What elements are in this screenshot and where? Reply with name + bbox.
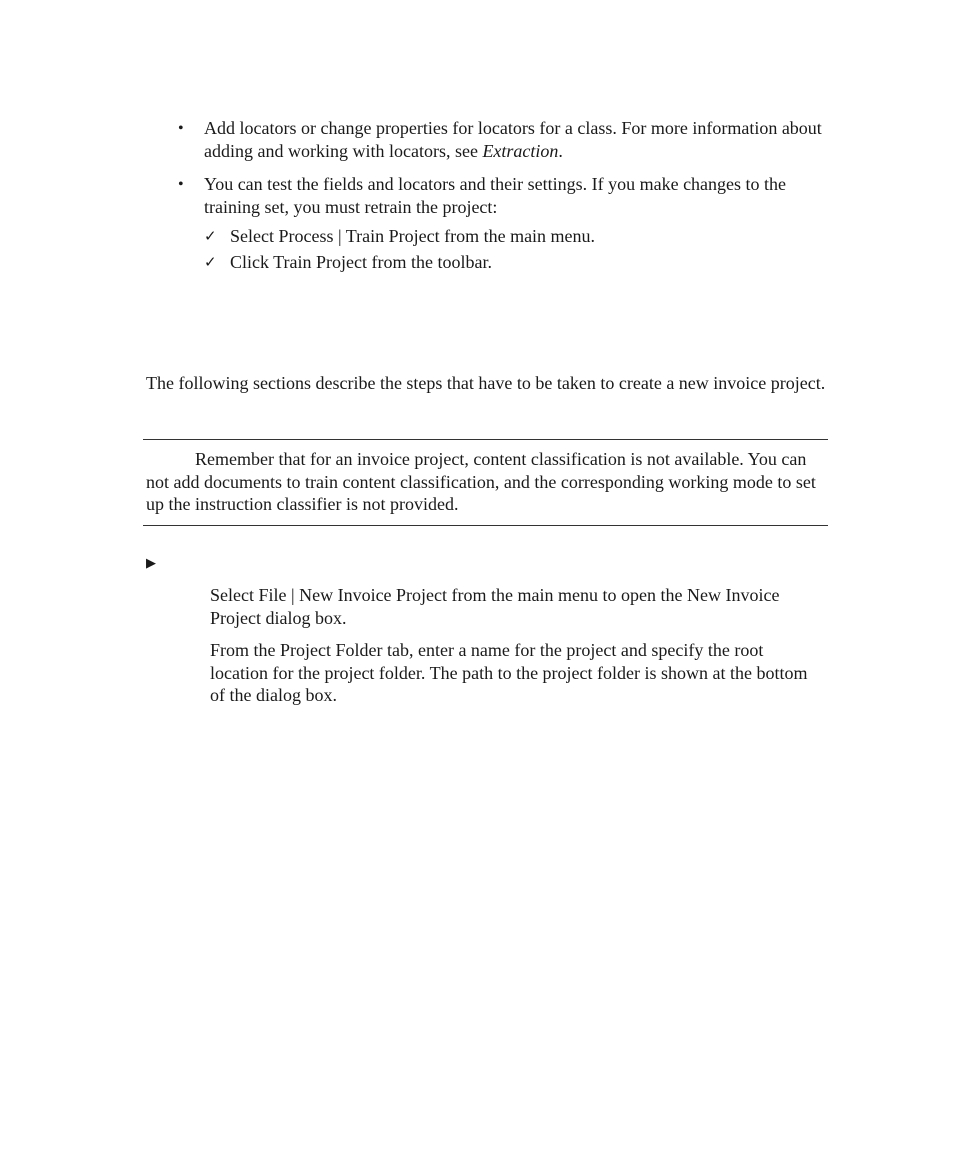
checkmark-icon: ✓ [204,253,217,271]
bullet-marker: • [178,176,184,193]
bullet-item-test-fields: You can test the fields and locators and their settings. If you make changes to the training set, you must retrain the project: [204,174,787,217]
note-text: Remember that for an invoice project, content classification is not available. You can not add documents to train content classification, and the corresponding working mode to set up the instruction classifier is not provided. [146,449,816,514]
bullet-text-end: . [558,140,563,161]
bullet-item-locators [204,117,824,162]
bullet-text: Add locators or change properties for locators for a class. For more information about adding and working with locators, see [204,118,822,161]
procedure-step-1: Select File | New Invoice Project from the main menu to open the New Invoice Project dialog box. [210,585,780,628]
bullet-marker: • [178,120,184,137]
procedure-step-2: From the Project Folder tab, enter a name for the project and specify the root location for the project folder. The path to the project folder is shown at the bottom of the dialog box. [210,640,808,705]
checkmark-icon: ✓ [204,227,217,245]
note-bottom-rule [143,525,828,526]
note-top-rule [143,439,828,440]
extraction-reference: Extraction [482,140,559,161]
check-item-train-menu: Select Process | Train Project from the main menu. [230,226,596,246]
intro-paragraph: The following sections describe the steps that have to be taken to create a new invoice project. [146,373,826,393]
procedure-arrow-icon: ▶ [146,556,156,571]
check-item-train-toolbar: Click Train Project from the toolbar. [230,252,492,272]
